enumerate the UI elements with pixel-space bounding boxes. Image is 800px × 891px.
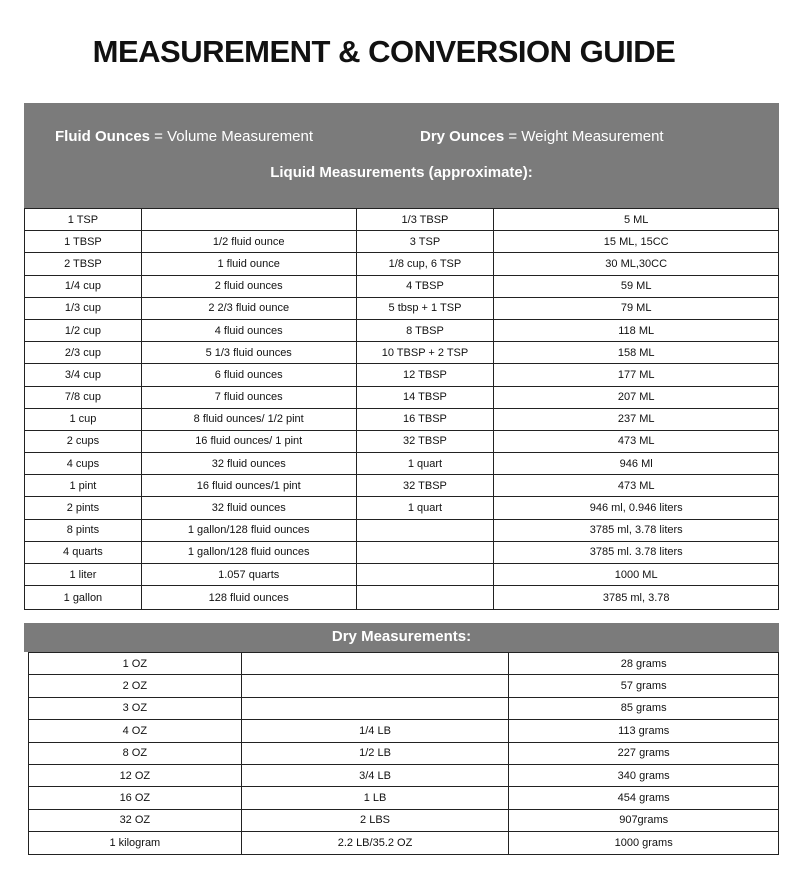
header-band: [24, 103, 779, 208]
table-cell: 1/2 fluid ounce: [141, 231, 356, 253]
table-cell: 2 TBSP: [25, 253, 142, 275]
table-cell: 1.057 quarts: [141, 564, 356, 586]
table-cell: 1/2 cup: [25, 319, 142, 341]
table-row: [29, 697, 779, 719]
table-cell: 7 fluid ounces: [141, 386, 356, 408]
liquid-measurements-heading: Liquid Measurements (approximate):: [270, 164, 533, 181]
table-cell: 1/4 cup: [25, 275, 142, 297]
table-cell: 12 OZ: [29, 764, 242, 786]
table-cell: 16 TBSP: [356, 408, 494, 430]
table-cell: 1/3 cup: [25, 297, 142, 319]
table-cell: [356, 564, 494, 586]
table-row: [25, 497, 779, 519]
table-row: [29, 809, 779, 831]
table-cell: 4 OZ: [29, 720, 242, 742]
table-cell: 2 fluid ounces: [141, 275, 356, 297]
table-cell: 1/8 cup, 6 TSP: [356, 253, 494, 275]
table-cell: 946 Ml: [494, 453, 779, 475]
table-cell: 3/4 cup: [25, 364, 142, 386]
table-row: [25, 541, 779, 563]
table-row: [29, 764, 779, 786]
table-row: [29, 675, 779, 697]
table-cell: [241, 697, 509, 719]
table-cell: [356, 541, 494, 563]
table-row: [25, 586, 779, 610]
table-row: [25, 519, 779, 541]
table-cell: [356, 519, 494, 541]
table-cell: 57 grams: [509, 675, 779, 697]
table-cell: 30 ML,30CC: [494, 253, 779, 275]
dry-measurements-heading: Dry Measurements:: [24, 623, 779, 652]
table-cell: 2 pints: [25, 497, 142, 519]
table-cell: 16 fluid ounces/1 pint: [141, 475, 356, 497]
table-row: [25, 364, 779, 386]
table-cell: 1/3 TBSP: [356, 209, 494, 231]
table-cell: [356, 586, 494, 610]
table-row: [25, 386, 779, 408]
table-cell: 177 ML: [494, 364, 779, 386]
table-row: [25, 475, 779, 497]
table-cell: 1 kilogram: [29, 832, 242, 854]
fluid-ounces-label: Fluid Ounces: [55, 128, 151, 145]
table-cell: 2.2 LB/35.2 OZ: [241, 832, 509, 854]
table-cell: 454 grams: [509, 787, 779, 809]
table-cell: 8 TBSP: [356, 319, 494, 341]
dry-ounces-label: Dry Ounces: [420, 128, 505, 145]
table-cell: 128 fluid ounces: [141, 586, 356, 610]
table-cell: 1 quart: [356, 497, 494, 519]
table-cell: 4 cups: [25, 453, 142, 475]
dry-measurements-table: [28, 652, 779, 855]
table-row: [25, 319, 779, 341]
table-cell: 1000 ML: [494, 564, 779, 586]
table-cell: 340 grams: [509, 764, 779, 786]
table-cell: 1 gallon: [25, 586, 142, 610]
table-cell: 2 cups: [25, 430, 142, 452]
table-cell: 6 fluid ounces: [141, 364, 356, 386]
table-cell: 207 ML: [494, 386, 779, 408]
table-cell: 28 grams: [509, 653, 779, 675]
table-cell: 79 ML: [494, 297, 779, 319]
table-cell: [241, 675, 509, 697]
table-cell: 1 gallon/128 fluid ounces: [141, 541, 356, 563]
table-cell: 3785 ml, 3.78: [494, 586, 779, 610]
table-cell: 118 ML: [494, 319, 779, 341]
table-cell: 4 TBSP: [356, 275, 494, 297]
table-cell: 14 TBSP: [356, 386, 494, 408]
table-row: [25, 408, 779, 430]
table-cell: 8 fluid ounces/ 1/2 pint: [141, 408, 356, 430]
table-cell: 5 tbsp + 1 TSP: [356, 297, 494, 319]
table-cell: 4 quarts: [25, 541, 142, 563]
table-cell: 1 gallon/128 fluid ounces: [141, 519, 356, 541]
table-row: [25, 430, 779, 452]
table-cell: 1 TSP: [25, 209, 142, 231]
table-row: [29, 720, 779, 742]
table-cell: 1 cup: [25, 408, 142, 430]
table-cell: 227 grams: [509, 742, 779, 764]
table-row: [25, 253, 779, 275]
table-cell: 2 OZ: [29, 675, 242, 697]
table-cell: 5 1/3 fluid ounces: [141, 342, 356, 364]
table-row: [25, 209, 779, 231]
table-cell: 16 fluid ounces/ 1 pint: [141, 430, 356, 452]
table-cell: 1 TBSP: [25, 231, 142, 253]
table-cell: 1 fluid ounce: [141, 253, 356, 275]
table-cell: 1/2 LB: [241, 742, 509, 764]
table-cell: 1 liter: [25, 564, 142, 586]
table-cell: 10 TBSP + 2 TSP: [356, 342, 494, 364]
table-cell: [141, 209, 356, 231]
table-cell: 473 ML: [494, 430, 779, 452]
table-cell: 3 OZ: [29, 697, 242, 719]
table-cell: 1 OZ: [29, 653, 242, 675]
liquid-measurements-table: [24, 208, 779, 610]
table-cell: 1 quart: [356, 453, 494, 475]
table-cell: 4 fluid ounces: [141, 319, 356, 341]
table-cell: 59 ML: [494, 275, 779, 297]
table-cell: 3785 ml. 3.78 liters: [494, 541, 779, 563]
table-row: [25, 453, 779, 475]
table-row: [29, 742, 779, 764]
table-cell: 3 TSP: [356, 231, 494, 253]
table-row: [25, 275, 779, 297]
table-cell: 907grams: [509, 809, 779, 831]
table-cell: 32 fluid ounces: [141, 497, 356, 519]
table-cell: 85 grams: [509, 697, 779, 719]
page-title: MEASUREMENT & CONVERSION GUIDE: [92, 34, 676, 69]
table-row: [25, 231, 779, 253]
table-row: [25, 342, 779, 364]
table-cell: 113 grams: [509, 720, 779, 742]
table-row: [29, 653, 779, 675]
dry-ounces-definition: [420, 128, 664, 145]
table-cell: 8 pints: [25, 519, 142, 541]
table-cell: 32 OZ: [29, 809, 242, 831]
table-cell: 237 ML: [494, 408, 779, 430]
table-cell: [241, 653, 509, 675]
table-cell: 15 ML, 15CC: [494, 231, 779, 253]
table-cell: 3785 ml, 3.78 liters: [494, 519, 779, 541]
table-row: [25, 297, 779, 319]
table-cell: 1 pint: [25, 475, 142, 497]
dry-ounces-meaning: = Weight Measurement: [504, 128, 664, 145]
table-row: [29, 787, 779, 809]
table-cell: 2/3 cup: [25, 342, 142, 364]
table-cell: 32 fluid ounces: [141, 453, 356, 475]
table-cell: 7/8 cup: [25, 386, 142, 408]
table-cell: 158 ML: [494, 342, 779, 364]
fluid-ounces-definition: [55, 128, 313, 145]
table-cell: 2 LBS: [241, 809, 509, 831]
table-cell: 1 LB: [241, 787, 509, 809]
table-cell: 16 OZ: [29, 787, 242, 809]
table-cell: 1000 grams: [509, 832, 779, 854]
table-cell: 32 TBSP: [356, 475, 494, 497]
table-cell: 3/4 LB: [241, 764, 509, 786]
table-cell: 5 ML: [494, 209, 779, 231]
table-cell: 946 ml, 0.946 liters: [494, 497, 779, 519]
fluid-ounces-meaning: = Volume Measurement: [150, 128, 314, 145]
table-cell: 12 TBSP: [356, 364, 494, 386]
table-row: [25, 564, 779, 586]
table-cell: 1/4 LB: [241, 720, 509, 742]
table-cell: 8 OZ: [29, 742, 242, 764]
table-cell: 32 TBSP: [356, 430, 494, 452]
table-cell: 2 2/3 fluid ounce: [141, 297, 356, 319]
table-row: [29, 832, 779, 854]
table-cell: 473 ML: [494, 475, 779, 497]
